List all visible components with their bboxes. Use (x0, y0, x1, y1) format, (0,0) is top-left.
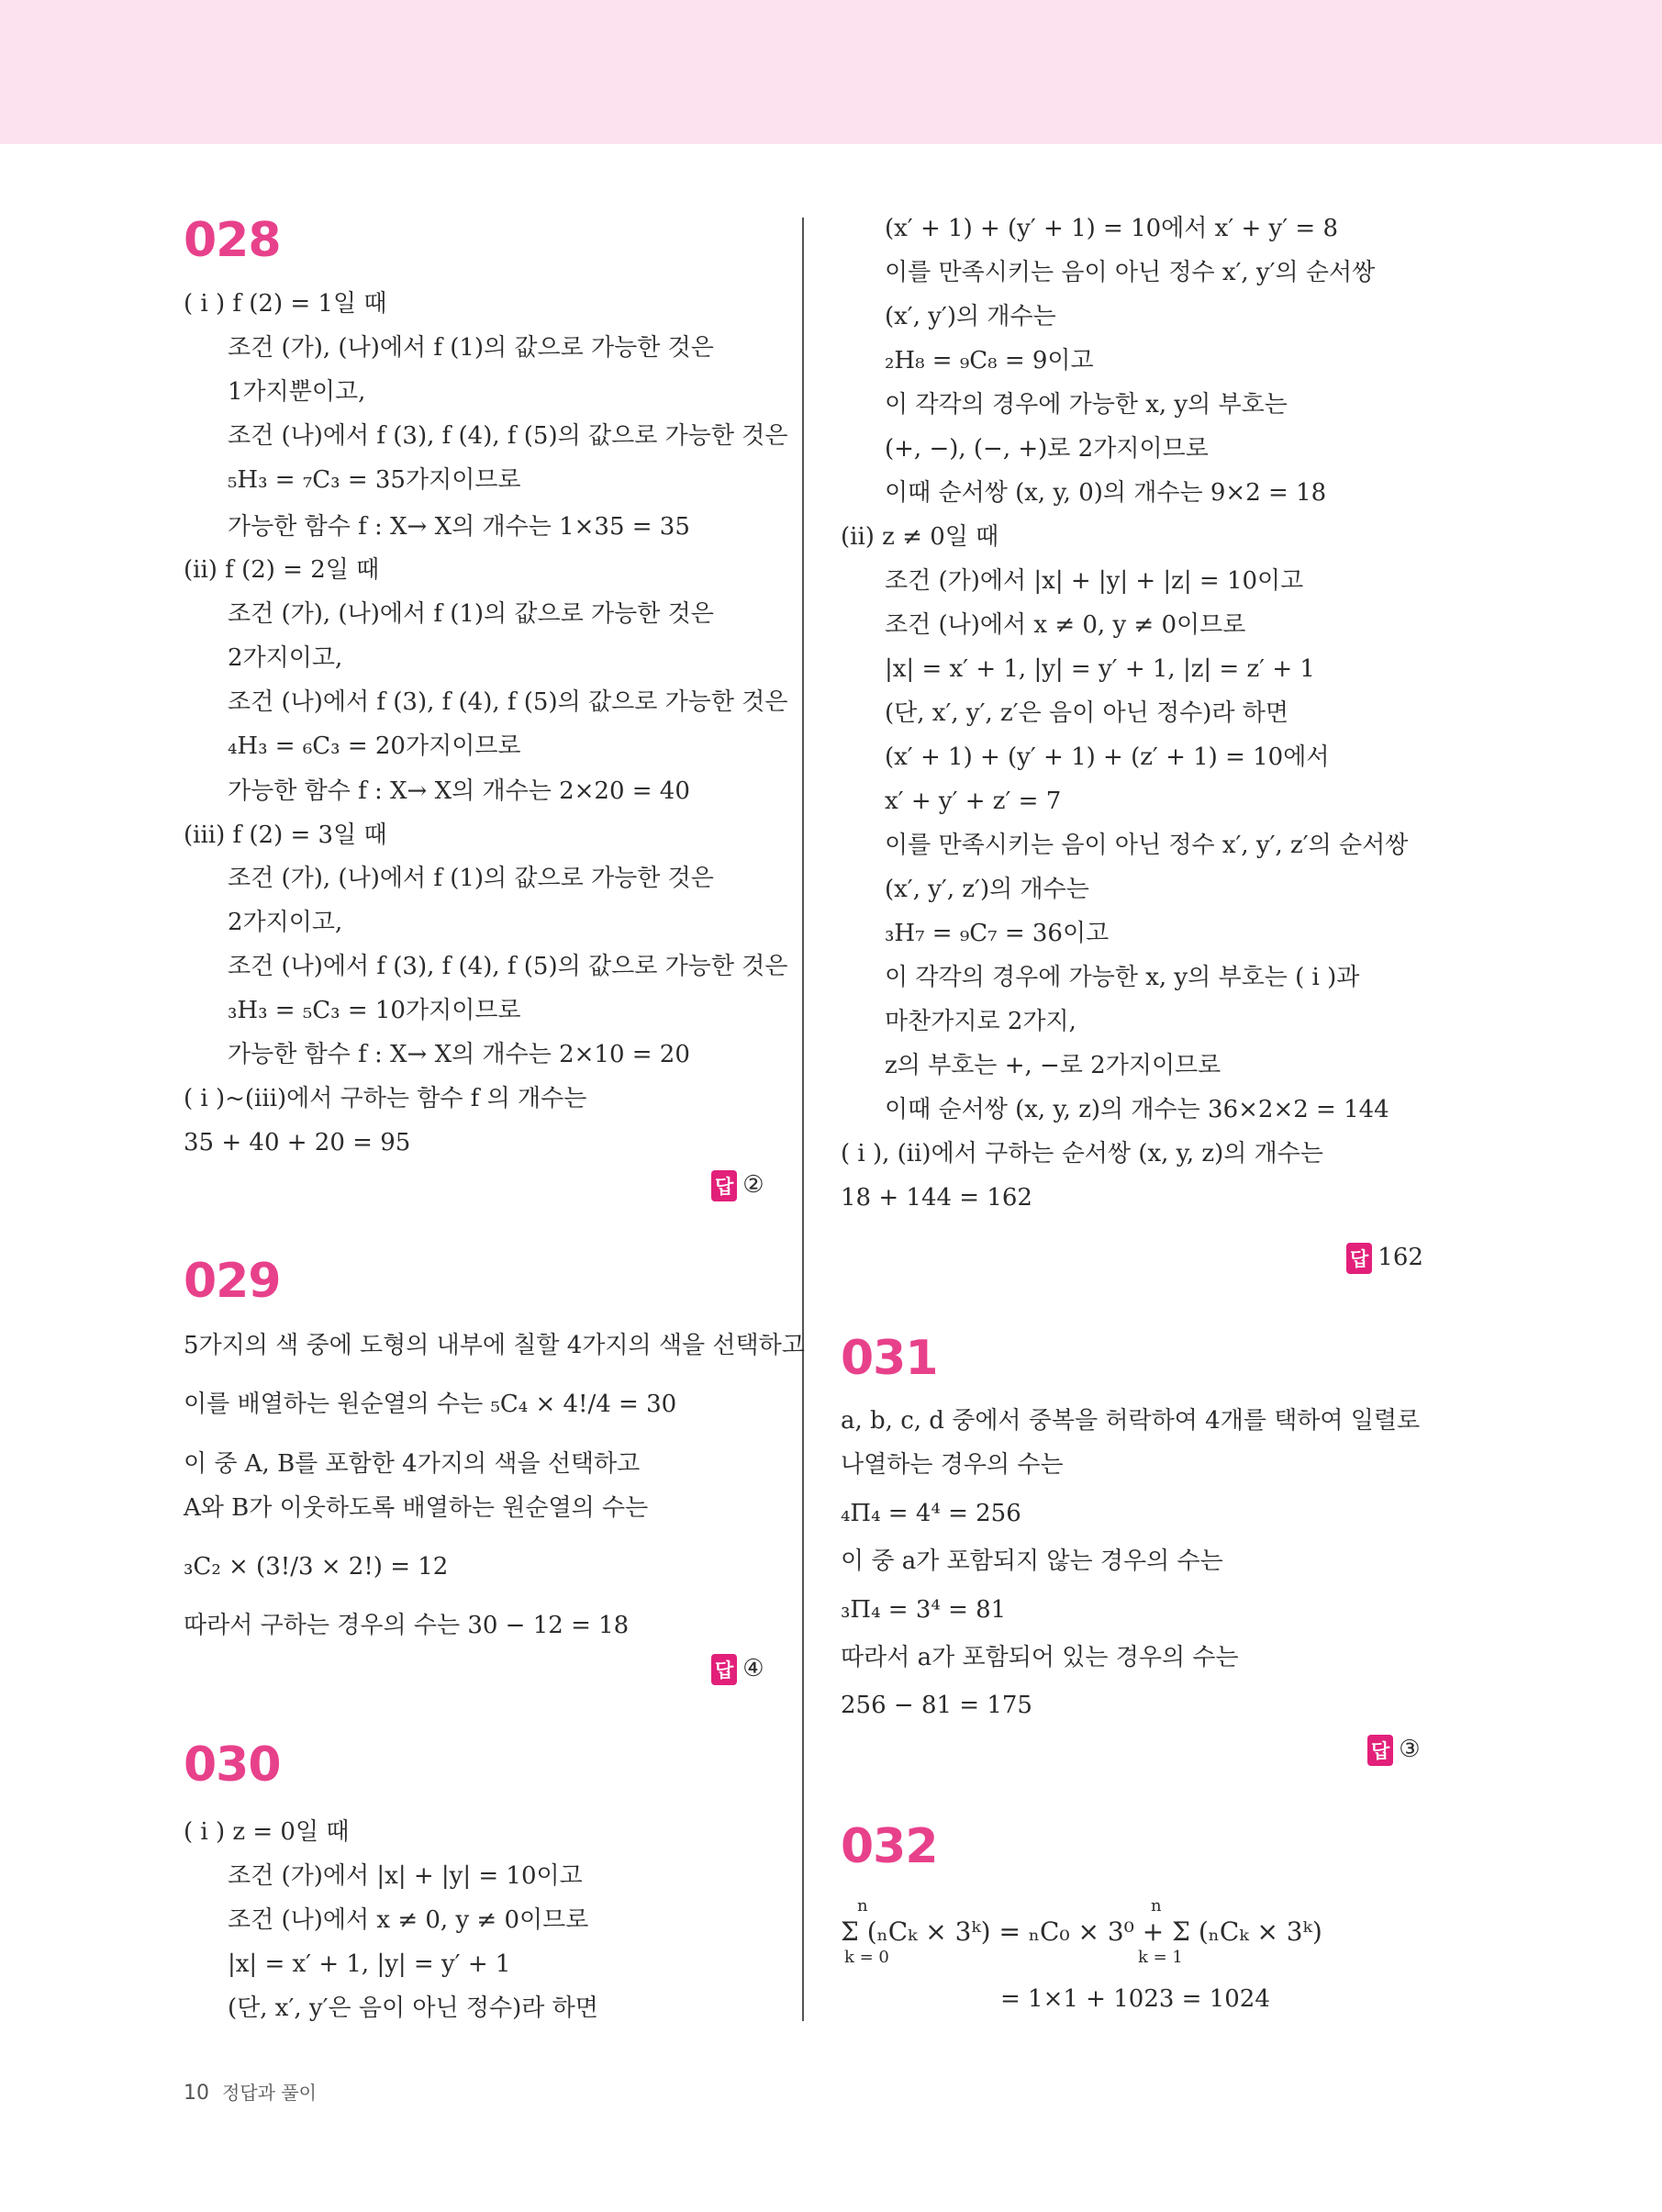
solution-line: (x′ + 1) + (y′ + 1) = 10에서 x′ + y′ = 8 (885, 215, 1338, 242)
solution-line: 2가지이고, (228, 909, 343, 936)
solution-line: 조건 (가), (나)에서 f (1)의 값으로 가능한 것은 (228, 334, 714, 362)
solution-line: (iii) f (2) = 3일 때 (184, 821, 387, 849)
answer-value: ② (742, 1171, 764, 1199)
solution-line: (x′, y′, z′)의 개수는 (885, 876, 1089, 903)
solution-line: 이때 순서쌍 (x, y, 0)의 개수는 9×2 = 18 (885, 479, 1327, 507)
header-band (0, 0, 1662, 144)
solution-line: (x′, y′)의 개수는 (885, 303, 1056, 330)
solution-line: (단, x′, y′은 음이 아닌 정수)라 하면 (228, 1994, 598, 2022)
solution-line: 따라서 a가 포함되어 있는 경우의 수는 (841, 1644, 1239, 1671)
page-footer (184, 2078, 317, 2105)
problem-number-030: 030 (184, 1737, 281, 1793)
problem-number-032: 032 (841, 1819, 938, 1874)
solution-line: 이를 배열하는 원순열의 수는 ₅C₄ × 4!/4 = 30 (184, 1391, 677, 1418)
solution-line: 이때 순서쌍 (x, y, z)의 개수는 36×2×2 = 144 (885, 1096, 1389, 1123)
solution-line: 조건 (나)에서 f (3), f (4), f (5)의 값으로 가능한 것은 (228, 688, 788, 716)
solution-line: 조건 (나)에서 x ≠ 0, y ≠ 0이므로 (885, 611, 1246, 639)
solution-line: |x| = x′ + 1, |y| = y′ + 1 (228, 1950, 511, 1978)
column-divider (802, 218, 804, 2021)
solution-line: 18 + 144 = 162 (841, 1184, 1032, 1212)
solution-line: 2가지이고, (228, 644, 343, 672)
solution-line: ₄H₃ = ₆C₃ = 20가지이므로 (228, 732, 521, 760)
answer-030 (1346, 1243, 1423, 1274)
solution-line: 조건 (나)에서 f (3), f (4), f (5)의 값으로 가능한 것은 (228, 422, 788, 450)
problem-number-031: 031 (841, 1331, 938, 1386)
solution-line: 조건 (나)에서 f (3), f (4), f (5)의 값으로 가능한 것은 (228, 953, 788, 980)
sum1-upper-limit: n (857, 1896, 868, 1916)
solution-line: ₃H₇ = ₉C₇ = 36이고 (885, 920, 1110, 947)
solution-line: x′ + y′ + z′ = 7 (885, 788, 1062, 815)
solution-line: 이 중 a가 포함되지 않는 경우의 수는 (841, 1547, 1223, 1575)
solution-line: 따라서 구하는 경우의 수는 30 − 12 = 18 (184, 1612, 630, 1639)
solution-line: (ii) z ≠ 0일 때 (841, 523, 999, 551)
solution-line: 이 중 A, B를 포함한 4가지의 색을 선택하고 (184, 1450, 641, 1478)
answer-tag: 답 (1346, 1243, 1372, 1274)
solution-line: 가능한 함수 f : X→ X의 개수는 2×10 = 20 (228, 1041, 690, 1068)
solution-line: 이를 만족시키는 음이 아닌 정수 x′, y′, z′의 순서쌍 (885, 832, 1409, 859)
answer-tag: 답 (711, 1170, 737, 1201)
formula-line1-text: Σ (ₙCₖ × 3ᵏ) = ₙC₀ × 3⁰ + Σ (ₙCₖ × 3ᵏ) (841, 1916, 1322, 1947)
solution-line: 이 각각의 경우에 가능한 x, y의 부호는 ( i )과 (885, 964, 1360, 991)
solution-line: (ii) f (2) = 2일 때 (184, 556, 380, 584)
solution-line: ₃C₂ × (3!/3 × 2!) = 12 (184, 1553, 449, 1581)
solution-line: 5가지의 색 중에 도형의 내부에 칠할 4가지의 색을 선택하고 (184, 1332, 805, 1359)
solution-line: (+, −), (−, +)로 2가지이므로 (885, 435, 1209, 463)
solution-line: |x| = x′ + 1, |y| = y′ + 1, |z| = z′ + 1 (885, 655, 1315, 683)
solution-line: (x′ + 1) + (y′ + 1) + (z′ + 1) = 10에서 (885, 743, 1330, 771)
solution-line: 가능한 함수 f : X→ X의 개수는 2×20 = 40 (228, 777, 690, 805)
answer-tag: 답 (1367, 1735, 1393, 1766)
answer-value: ③ (1399, 1736, 1421, 1763)
solution-line: ( i ) f (2) = 1일 때 (184, 290, 387, 318)
solution-line: ₃H₃ = ₅C₃ = 10가지이므로 (228, 997, 521, 1024)
solution-line: 조건 (가)에서 |x| + |y| + |z| = 10이고 (885, 567, 1304, 595)
solution-line: 조건 (나)에서 x ≠ 0, y ≠ 0이므로 (228, 1906, 589, 1934)
solution-line: ₃Π₄ = 3⁴ = 81 (841, 1596, 1007, 1624)
answer-value: ④ (742, 1655, 764, 1682)
page-number: 10 (184, 2082, 209, 2105)
solution-line: a, b, c, d 중에서 중복을 허락하여 4개를 택하여 일렬로 (841, 1407, 1421, 1435)
solution-line: z의 부호는 +, −로 2가지이므로 (885, 1052, 1221, 1079)
solution-line: ₄Π₄ = 4⁴ = 256 (841, 1500, 1021, 1527)
formula-032-line2: = 1×1 + 1023 = 1024 (1000, 1985, 1270, 2013)
solution-line: 이 각각의 경우에 가능한 x, y의 부호는 (885, 391, 1288, 419)
answer-tag: 답 (711, 1654, 737, 1685)
sum2-lower-limit: k = 1 (1138, 1948, 1183, 1967)
solution-line: 이를 만족시키는 음이 아닌 정수 x′, y′의 순서쌍 (885, 259, 1376, 286)
solution-line: 조건 (가), (나)에서 f (1)의 값으로 가능한 것은 (228, 600, 714, 628)
solution-line: ₅H₃ = ₇C₃ = 35가지이므로 (228, 466, 521, 494)
problem-number-029: 029 (184, 1254, 281, 1309)
answer-028 (711, 1170, 764, 1201)
solution-line: 조건 (가), (나)에서 f (1)의 값으로 가능한 것은 (228, 865, 714, 892)
solution-line: 1가지뿐이고, (228, 378, 366, 406)
solution-line: ( i ) z = 0일 때 (184, 1818, 350, 1846)
solution-line: 조건 (가)에서 |x| + |y| = 10이고 (228, 1862, 583, 1890)
solution-line: 가능한 함수 f : X→ X의 개수는 1×35 = 35 (228, 513, 690, 541)
solution-line: A와 B가 이웃하도록 배열하는 원순열의 수는 (184, 1494, 649, 1522)
answer-value: 162 (1378, 1244, 1423, 1271)
solution-line: 256 − 81 = 175 (841, 1692, 1032, 1719)
footer-label: 정답과 풀이 (222, 2082, 317, 2104)
sum1-lower-limit: k = 0 (844, 1948, 889, 1967)
solution-line: 35 + 40 + 20 = 95 (184, 1129, 411, 1156)
answer-031 (1367, 1735, 1421, 1766)
solution-line: ₂H₈ = ₉C₈ = 9이고 (885, 347, 1094, 374)
solution-line: ( i ), (ii)에서 구하는 순서쌍 (x, y, z)의 개수는 (841, 1140, 1323, 1167)
solution-line: ( i )~(iii)에서 구하는 함수 f 의 개수는 (184, 1085, 587, 1112)
solution-line: (단, x′, y′, z′은 음이 아닌 정수)라 하면 (885, 699, 1288, 727)
sum2-upper-limit: n (1151, 1896, 1162, 1916)
solution-line: 나열하는 경우의 수는 (841, 1451, 1064, 1479)
answer-029 (711, 1654, 764, 1685)
problem-number-028: 028 (184, 213, 281, 268)
solution-line: 마찬가지로 2가지, (885, 1008, 1076, 1035)
